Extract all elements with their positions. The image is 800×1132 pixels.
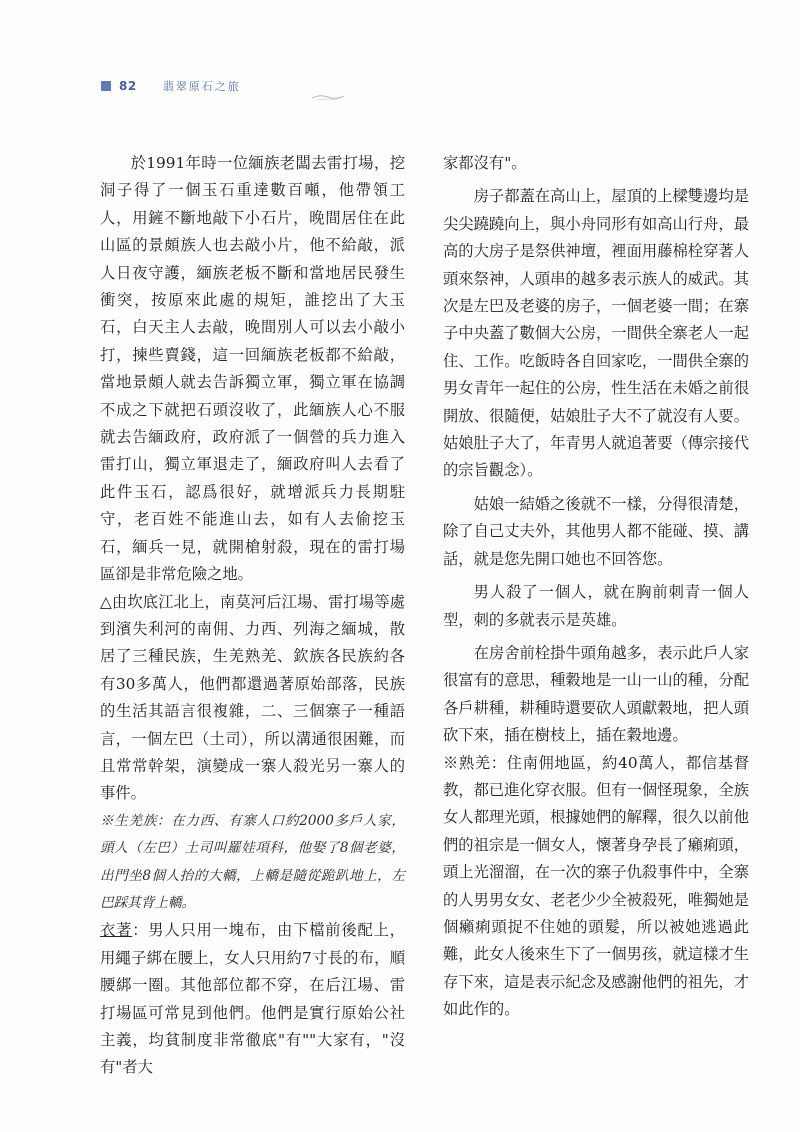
paragraph-houses: 房子都蓋在高山上，屋頂的上樑雙邊均是尖尖蹺蹺向上，與小舟同形有如高山行舟，最高的大房子是祭供神壇，裡面用藤棉栓穿著人頭來祭神，人頭串的越多表示族人的威武。其次是左巴及老婆的房子，一個老婆一間；在寨子中央蓋了數個大公房，一間供全寨老人一起住、工作。吃飯時各自回家吃，一間供全寨的男女青年一起住的公房，性生活在未婚之前很開放、很隨便，姑娘肚子大不了就沒有人要。姑娘肚子大了，年青男人就追著要（傳宗接代的宗旨觀念）。: [443, 187, 749, 480]
paragraph-continuation: 家都沒有"。: [443, 154, 527, 172]
paragraph-marriage: 姑娘一結婚之後就不一樣，分得很清楚，除了自己丈夫外，其他男人都不能碰、摸、講話，就是您先開口她也不回答您。: [443, 494, 749, 568]
paragraph-farming: 在房舍前栓掛牛頭角越多，表示此戶人家很富有的意思，種穀地是一山一山的種，分配各戶耕種，耕種時還要砍人頭獻穀地，把人頭砍下來，插在樹枝上，插在穀地邊。: [443, 643, 749, 745]
paragraph-shuqiang: ※熟羌：住南佣地區，約40萬人，都信基督教，都已進化穿衣服。但有一個怪現象，全族女人都理光頭，根據她們的解釋，很久以前他們的祖宗是一個女人，懷著身孕長了癩痢頭，頭上光溜溜，在一次的寨子仇殺事件中，全寨的人男男女女、老老少少全被殺死，唯獨她是個癩痢頭捉不住她的頭髮，所以被她逃過此難，此女人後來生下了一個男孩，就這樣才生存下來，這是表示紀念及感謝他們的祖先，才如此作的。: [443, 753, 749, 1019]
right-column: [443, 150, 749, 1024]
paragraph-leidachang-story: 於1991年時一位緬族老闆去雷打場，挖洞子得了一個玉石重達數百噸，他帶領工人，用鏟不斷地敲下小石片，晚間居住在此山區的景頗族人也去敲小片，他不給敲，派人日夜守護，緬族老板不斷和當地居民發生衝突，按原來此處的規矩，誰挖出了大玉石，白天主人去敲，晚間別人可以去小敲小打，揀些賣錢，這一回緬族老板都不給敲，當地景頗人就去告訴獨立軍，獨立軍在協調不成之下就把石頭沒收了，此緬族人心不服就去告緬政府，政府派了一個營的兵力進入雷打山，獨立軍退走了，緬政府叫人去看了此件玉石，認爲很好，就增派兵力長期駐守，老百姓不能進山去，如有人去偷挖玉石，緬兵一見，就開槍射殺，現在的雷打場區卻是非常危險之地。: [100, 154, 405, 584]
paragraph-ethnic-groups: △由坎底江北上，南莫河后江場、雷打場等處到濱失利河的南佣、力西、列海之緬城，散居了三種民族，生羌熟羌、欽族各民族約各有30多萬人，他們都還過著原始部落，民族的生活其語言很複雜，二、三個寨子一種語言，一個左巴（土司），所以溝通很困難，而且常常幹架，演變成一寨人殺光另一寨人的事件。: [100, 592, 405, 803]
paragraph-clothing: [100, 917, 405, 1081]
page-marker-square: [101, 81, 111, 91]
note-shengqiang: ※生羌族：在力西、有寨人口約2000多戶人家，頭人（左巴）土司叫羅娃項科，他娶了8個老婆，出門坐8個人抬的大轎，上轎是隨從跪趴地上，左巴踩其背上轎。: [100, 812, 405, 911]
clothing-label: 衣著: [100, 921, 133, 940]
left-column: [100, 150, 405, 1082]
running-head: [101, 78, 241, 94]
paragraph-tattoo: 男人殺了一個人，就在胸前刺青一個人型，刺的多就表示是英雄。: [443, 583, 749, 629]
book-title: 翡翠原石之旅: [162, 80, 241, 93]
scan-smudge: [310, 92, 346, 102]
page-number: 82: [119, 79, 137, 93]
clothing-text: ：男人只用一塊布，由下檔前後配上，用繩子綁在腰上，女人只用約7寸長的布，順腰綁一圈。其他部位都不穿，在后江場、雷打場區可常見到他們。他們是實行原始公社主義，均貧制度非常徹底"有""大家有，"沒有"者大: [100, 921, 405, 1077]
